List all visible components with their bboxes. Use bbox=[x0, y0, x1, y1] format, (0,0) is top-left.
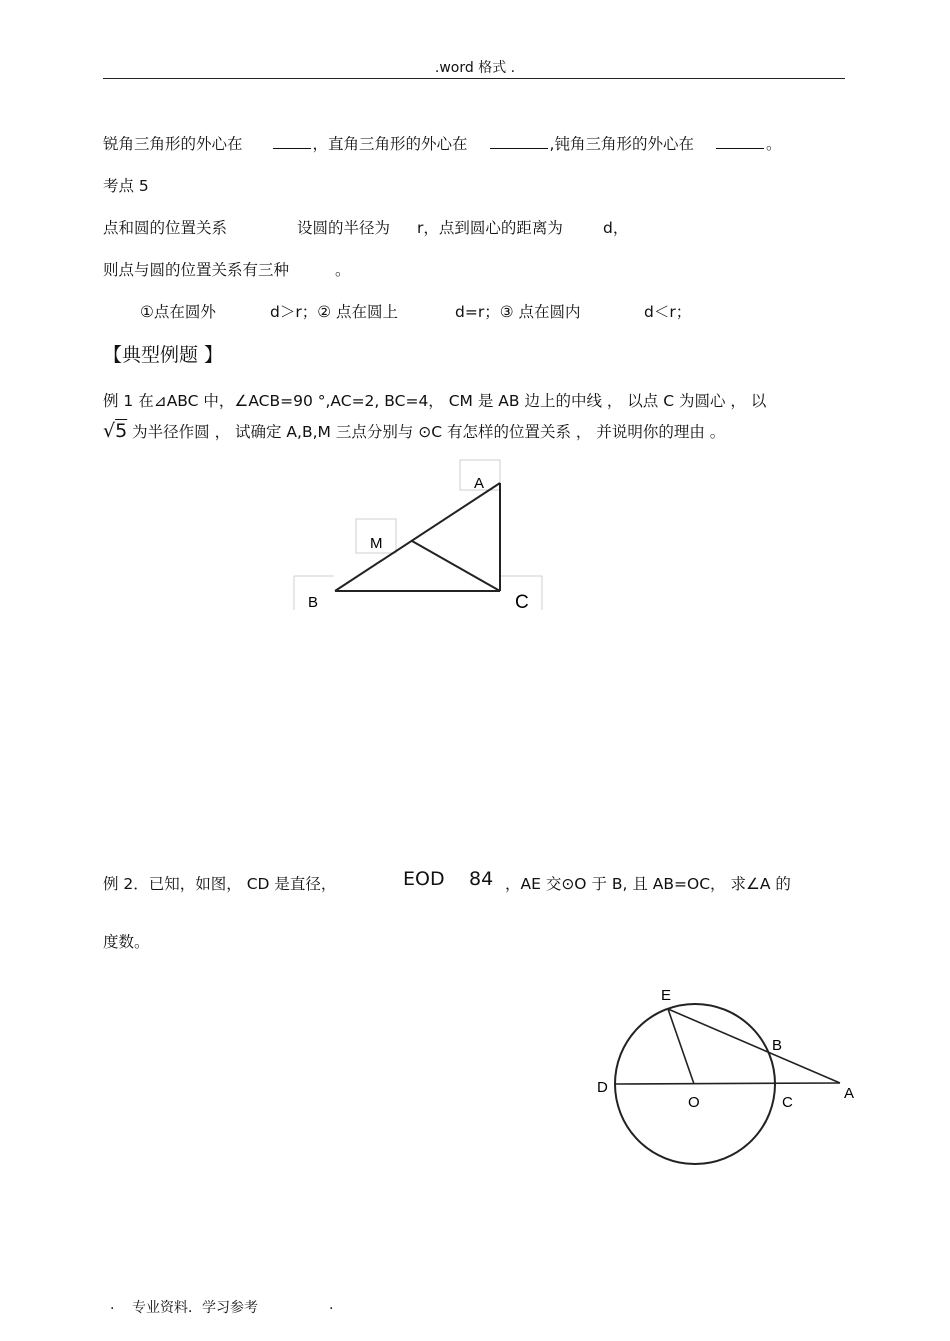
page-header: .word 格式 . bbox=[434, 60, 516, 76]
three-relations-text: 则点与圆的位置关系有三种 bbox=[103, 261, 290, 279]
example1-line2 bbox=[103, 420, 725, 442]
acute-text: 锐角三角形的外心在 bbox=[103, 135, 243, 153]
circle-figure bbox=[585, 980, 875, 1175]
angle-value: 84 bbox=[469, 868, 494, 890]
label-m: M bbox=[370, 535, 383, 552]
case-outside: ①点在圆外 bbox=[140, 303, 216, 321]
distance-text: r，点到圆心的距离为 bbox=[417, 219, 563, 237]
secant-ea bbox=[668, 1009, 840, 1083]
example1-line2-text: 为半径作圆 ， 试确定 A,B,M 三点分别与 ⊙C 有怎样的位置关系 ， 并说明你的理由 。 bbox=[132, 423, 726, 441]
line-da bbox=[615, 1083, 840, 1084]
answer-blank-obtuse bbox=[716, 134, 764, 149]
median-cm bbox=[412, 541, 500, 591]
header-rule bbox=[103, 78, 845, 79]
example1-line1: 例 1 在⊿ABC 中，∠ACB=90 °,AC=2, BC=4， CM 是 AB 边上的中线 ， 以点 C 为圆心 ， 以 bbox=[103, 392, 767, 410]
case-on: d＞r；② 点在圆上 bbox=[270, 303, 399, 321]
line4-end: 。 bbox=[335, 261, 351, 279]
answer-blank-right bbox=[490, 134, 548, 149]
distance-symbol: d， bbox=[603, 219, 629, 237]
side-ab bbox=[335, 483, 500, 591]
label-a2: A bbox=[844, 1085, 855, 1102]
triangle-figure bbox=[290, 455, 550, 620]
label-b2: B bbox=[772, 1037, 783, 1054]
case-inside: d=r；③ 点在圆内 bbox=[455, 303, 581, 321]
label-o: O bbox=[688, 1094, 700, 1111]
example2-prefix: 例 2．已知，如图， CD 是直径， bbox=[103, 875, 337, 893]
label-d: D bbox=[597, 1079, 608, 1096]
kaodian-label: 考点 5 bbox=[103, 177, 149, 195]
right-text: ，直角三角形的外心在 bbox=[312, 135, 468, 153]
label-a: A bbox=[474, 475, 485, 492]
label-b: B bbox=[308, 594, 319, 611]
obtuse-text: ,钝角三角形的外心在 bbox=[549, 135, 694, 153]
example2-line2: 度数。 bbox=[103, 933, 150, 951]
angle-eod: EOD bbox=[403, 868, 445, 890]
sqrt-sign: √ bbox=[103, 420, 116, 442]
footer-dot-right: . bbox=[329, 1297, 334, 1313]
radius-oe bbox=[668, 1009, 694, 1084]
section-title: 【典型例题 】 bbox=[103, 344, 224, 366]
sqrt-number: 5 bbox=[115, 420, 128, 442]
example2-suffix: ，AE 交⊙O 于 B, 且 AB=OC， 求∠A 的 bbox=[505, 875, 791, 893]
answer-blank-acute bbox=[273, 134, 311, 149]
label-c2: C bbox=[782, 1094, 793, 1111]
label-e: E bbox=[661, 987, 672, 1004]
label-c: C bbox=[515, 592, 529, 613]
radius-text: 设圆的半径为 bbox=[297, 219, 391, 237]
case-inside-condition: d＜r； bbox=[644, 303, 692, 321]
footer-dot-left: . bbox=[110, 1297, 115, 1313]
point-circle-relation: 点和圆的位置关系 bbox=[103, 219, 228, 237]
circumcenter-question bbox=[103, 132, 781, 154]
footer-text: 专业资料．学习参考 bbox=[132, 1300, 258, 1316]
line1-end: 。 bbox=[765, 135, 782, 153]
